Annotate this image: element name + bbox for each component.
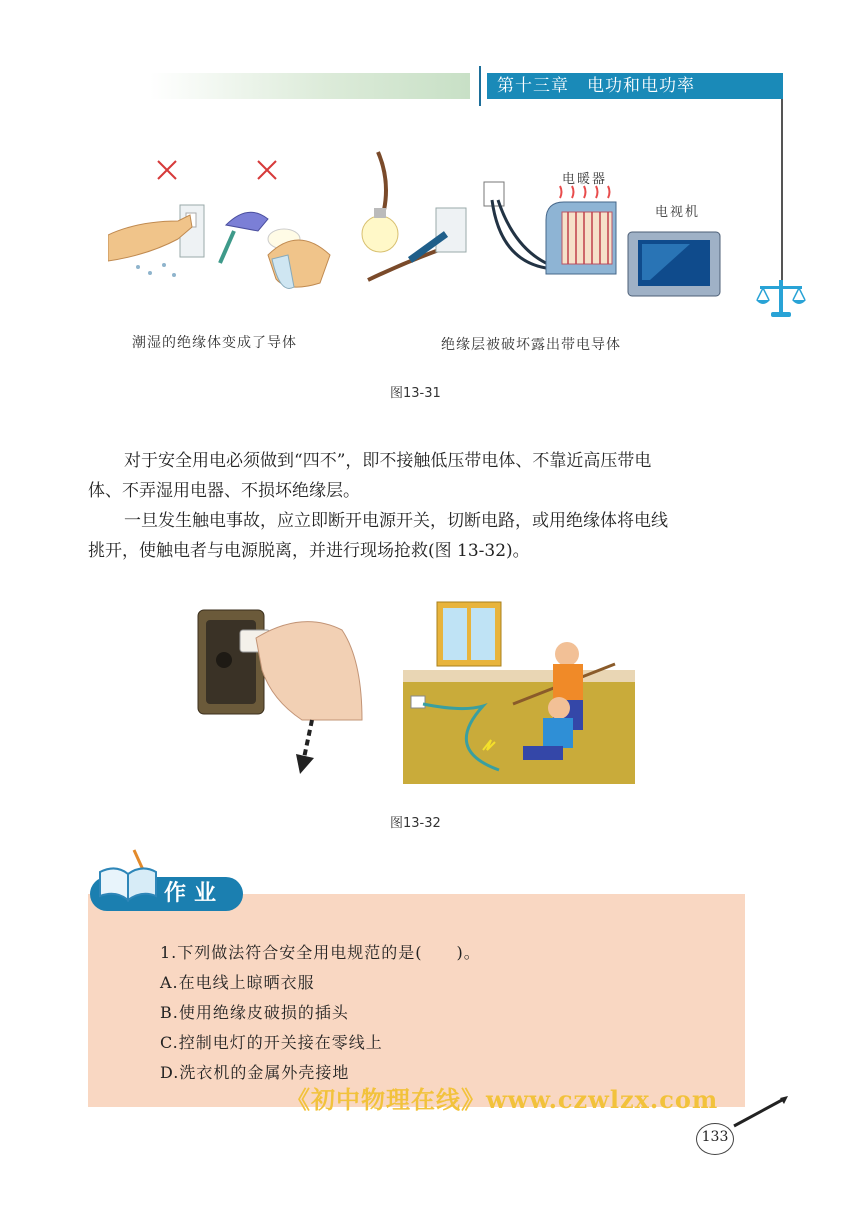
tv-label: 电视机	[655, 205, 701, 220]
cross-mark-icon	[158, 161, 176, 179]
switch-off-illustration	[192, 600, 367, 780]
homework-title: 作业	[164, 881, 225, 906]
option-b: B.使用绝缘皮破损的插头	[160, 1003, 349, 1022]
pencil-icon	[730, 1094, 790, 1130]
wet-conductor-illustration	[108, 155, 338, 300]
heat-waves	[560, 186, 610, 198]
damaged-insulation-illustration	[350, 150, 730, 305]
rescue-scene-illustration	[403, 600, 635, 784]
chapter-title: 第十三章 电功和电功率	[497, 76, 695, 96]
paragraph-2-line-1: 一旦发生触电事故，应立即断开电源开关，切断电路，或用绝缘体将电线	[124, 511, 668, 531]
balance-scale-icon	[752, 276, 810, 320]
page-number: 133	[701, 1129, 729, 1145]
heater-label: 电暖器	[562, 172, 608, 187]
paragraph-2-line-2: 挑开，使触电者与电源脱离，并进行现场抢救(图 13-32)。	[88, 541, 530, 561]
left-caption: 潮湿的绝缘体变成了导体	[132, 335, 297, 351]
homework-question: 1.下列做法符合安全用电规范的是( )。	[160, 943, 481, 962]
watermark-text: 《初中物理在线》www.czwlzx.com	[286, 1085, 719, 1114]
option-c: C.控制电灯的开关接在零线上	[160, 1033, 383, 1052]
option-a: A.在电线上晾晒衣服	[160, 973, 315, 992]
figure-label-13-32: 图13-32	[390, 816, 441, 831]
paragraph-1-line-1: 对于安全用电必须做到“四不”，即不接触低压带电体、不靠近高压带电	[124, 451, 652, 471]
open-book-icon	[94, 848, 160, 904]
cross-mark-icon	[258, 161, 276, 179]
header-separator	[479, 66, 481, 106]
figure-label-13-31: 图13-31	[390, 386, 441, 401]
margin-rule	[781, 99, 783, 284]
right-caption: 绝缘层被破坏露出带电导体	[441, 337, 621, 353]
option-d: D.洗衣机的金属外壳接地	[160, 1063, 350, 1082]
paragraph-1-line-2: 体、不弄湿用电器、不损坏绝缘层。	[88, 481, 360, 501]
header-gradient-bar	[150, 73, 470, 99]
